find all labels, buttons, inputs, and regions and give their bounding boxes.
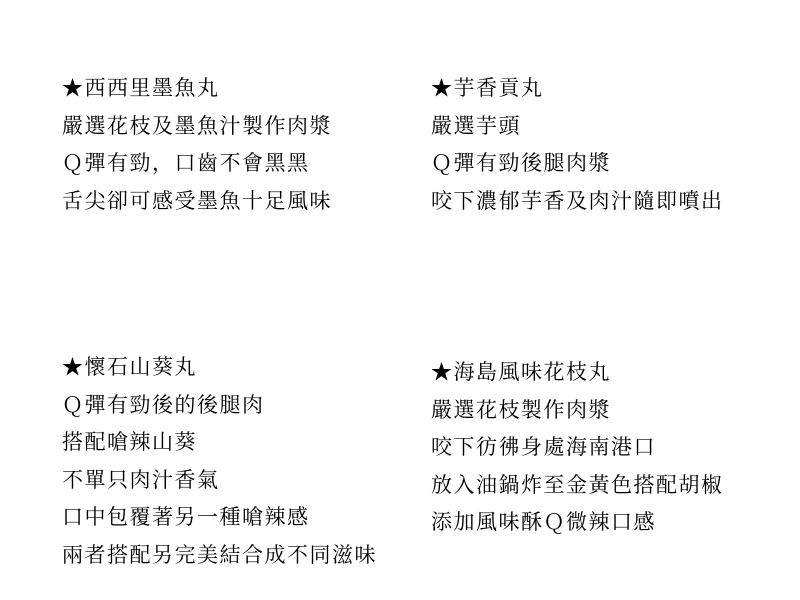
product-block-island-squid-ball (431, 354, 724, 542)
description-line: 嚴選花枝及墨魚汁製作肉漿 (62, 113, 332, 138)
product-title: ★西西里墨魚丸 (62, 76, 220, 100)
description-line: 嚴選芋頭 (431, 113, 521, 138)
description-line: Ｑ彈有勁後的後腿肉 (62, 392, 265, 417)
product-title: ★芋香貢丸 (431, 76, 544, 100)
product-block-taro-meatball (431, 70, 724, 220)
description-line: 嚴選花枝製作肉漿 (431, 397, 611, 422)
description-line: Ｑ彈有勁，口齒不會黑黑 (62, 151, 310, 175)
product-title: ★懷石山葵丸 (62, 355, 197, 379)
description-line: 口中包覆著另一種嗆辣感 (62, 505, 310, 529)
description-line: Ｑ彈有勁後腿肉漿 (431, 151, 611, 175)
description-line: 咬下彷彿身處海南港口 (431, 435, 656, 459)
description-line: 不單只肉汁香氣 (62, 467, 220, 492)
product-title: ★海島風味花枝丸 (431, 360, 611, 384)
description-line: 放入油鍋炸至金黃色搭配胡椒 (431, 472, 724, 497)
description-line: 舌尖卻可感受墨魚十足風味 (62, 188, 332, 213)
product-block-squid-ink-ball (62, 70, 332, 220)
product-block-wasabi-ball (62, 349, 377, 574)
description-line: 搭配嗆辣山葵 (62, 430, 197, 454)
description-line: 兩者搭配另完美結合成不同滋味 (62, 542, 377, 567)
description-line: 咬下濃郁芋香及肉汁隨即噴出 (431, 188, 724, 213)
description-line: 添加風味酥Ｑ微辣口感 (431, 510, 656, 534)
